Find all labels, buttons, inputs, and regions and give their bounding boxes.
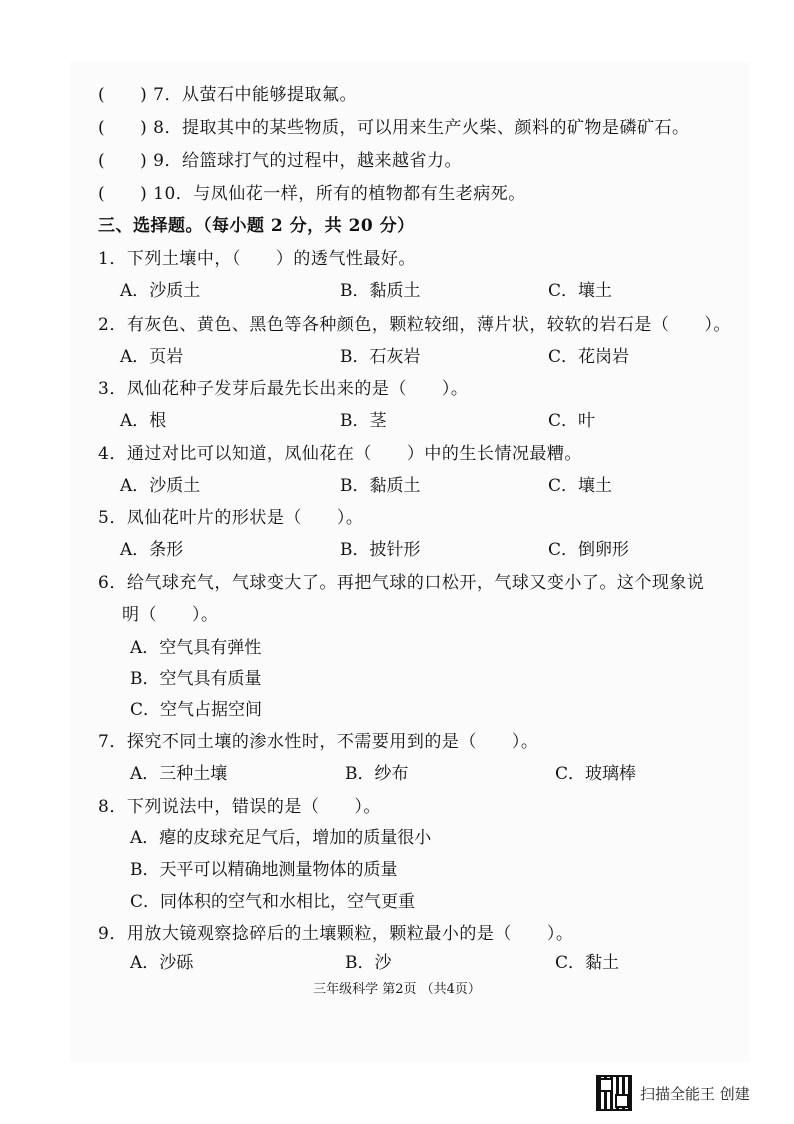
judgement-item — [98, 146, 462, 171]
option-b: B．纱布 — [345, 764, 409, 784]
option-b: B．披针形 — [340, 540, 421, 560]
judgement-text: 8．提取其中的某些物质，可以用来生产火柴、颜料的矿物是磷矿石。 — [153, 118, 690, 138]
option-c: C．空气占据空间 — [130, 700, 263, 720]
question-stem: 6．给气球充气，气球变大了。再把气球的口松开，气球又变小了。这个现象说 — [98, 573, 705, 593]
option-a: A．沙砾 — [130, 953, 194, 973]
question-stem: 2．有灰色、黄色、黑色等各种颜色，颗粒较细，薄片状，较软的岩石是（ ）。 — [98, 315, 731, 335]
option-c: C．倒卵形 — [548, 540, 630, 560]
option-a: A．空气具有弹性 — [130, 638, 262, 658]
section-title: 三、选择题。（每小题 2 分，共 20 分） — [98, 216, 415, 236]
option-a: A．瘪的皮球充足气后，增加的质量很小 — [130, 828, 432, 848]
option-a: A．根 — [120, 411, 167, 431]
option-b: B．黏质土 — [340, 476, 421, 496]
question-stem: 1．下列土壤中，（ ）的透气性最好。 — [98, 249, 416, 269]
watermark-text: 扫描全能王 创建 — [640, 1084, 750, 1103]
option-a: A．沙质土 — [120, 476, 201, 496]
judgement-text: 7．从萤石中能够提取氟。 — [153, 85, 357, 105]
option-b: B．茎 — [340, 411, 387, 431]
option-c: C．黏土 — [555, 953, 620, 973]
answer-bracket: ( ) — [98, 85, 148, 105]
question-stem: 4．通过对比可以知道，凤仙花在（ ）中的生长情况最糟。 — [98, 444, 582, 464]
option-a: A．沙质土 — [120, 281, 201, 301]
option-b: B．沙 — [345, 953, 392, 973]
option-c: C．叶 — [548, 411, 596, 431]
question-stem-continued: 明（ ）。 — [122, 605, 219, 625]
option-c: C．同体积的空气和水相比，空气更重 — [130, 892, 416, 912]
judgement-text: 9．给篮球打气的过程中，越来越省力。 — [153, 151, 462, 171]
option-c: C．壤土 — [548, 476, 613, 496]
question-stem: 7．探究不同土壤的渗水性时，不需要用到的是（ ）。 — [98, 732, 539, 752]
answer-bracket: ( ) — [98, 151, 148, 171]
answer-bracket: ( ) — [98, 118, 148, 138]
option-a: A．三种土壤 — [130, 764, 228, 784]
question-stem: 3．凤仙花种子发芽后最先长出来的是（ ）。 — [98, 379, 469, 399]
option-a: A．条形 — [120, 540, 184, 560]
answer-bracket: ( ) — [98, 184, 148, 204]
question-stem: 8．下列说法中，错误的是（ ）。 — [98, 797, 381, 817]
option-b: B．黏质土 — [340, 281, 421, 301]
option-b: B．石灰岩 — [340, 347, 421, 367]
option-a: A．页岩 — [120, 347, 184, 367]
scanner-watermark — [596, 1075, 750, 1111]
question-stem: 9．用放大镜观察捻碎后的土壤颗粒，颗粒最小的是（ ）。 — [98, 924, 574, 944]
judgement-item — [98, 80, 357, 105]
judgement-item — [98, 113, 690, 138]
option-c: C．花岗岩 — [548, 347, 630, 367]
option-c: C．壤土 — [548, 281, 613, 301]
qr-code-icon — [596, 1075, 632, 1111]
option-b: B．天平可以精确地测量物体的质量 — [130, 860, 398, 880]
option-c: C．玻璃棒 — [555, 764, 637, 784]
judgement-item — [98, 179, 526, 204]
page-footer: 三年级科学 第2页 （共4页） — [313, 982, 481, 997]
question-stem: 5．凤仙花叶片的形状是（ ）。 — [98, 508, 364, 528]
judgement-text: 10．与凤仙花一样，所有的植物都有生老病死。 — [153, 184, 526, 204]
option-b: B．空气具有质量 — [130, 669, 262, 689]
